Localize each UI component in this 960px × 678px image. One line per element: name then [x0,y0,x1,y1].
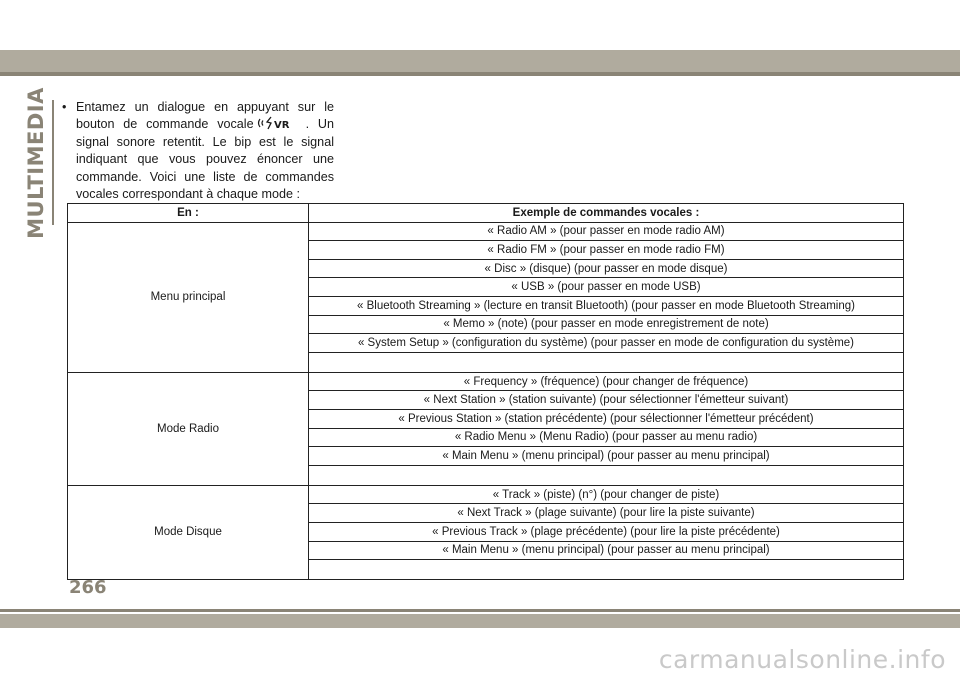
header-band-line [0,72,960,76]
bullet: • [62,100,67,114]
command-cell: « Radio FM » (pour passer en mode radio FM) [309,241,904,260]
mode-cell: Mode Disque [68,485,309,579]
section-tab [22,86,50,239]
svg-text:VR: VR [273,120,290,131]
command-cell: « USB » (pour passer en mode USB) [309,278,904,297]
command-cell: « Memo » (note) (pour passer en mode enregistrement de note) [309,315,904,334]
watermark: carmanualsonline.info [658,645,946,674]
header-commands: Exemple de commandes vocales : [309,204,904,223]
command-cell: « Next Track » (plage suivante) (pour lire la piste suivante) [309,504,904,523]
table-row [68,485,904,504]
header-mode: En : [68,204,309,223]
intro-text [76,99,334,203]
command-cell: « Frequency » (fréquence) (pour changer de fréquence) [309,372,904,391]
empty-command-cell [309,560,904,580]
command-cell: « Previous Track » (plage précédente) (pour lire la piste précédente) [309,522,904,541]
command-cell: « Disc » (disque) (pour passer en mode disque) [309,259,904,278]
command-cell: « Main Menu » (menu principal) (pour passer au menu principal) [309,541,904,560]
mode-cell: Menu principal [68,222,309,372]
header-band [0,50,960,72]
table-header-row [68,204,904,223]
table-row [68,222,904,241]
intro-text-before-icon: Entamez un dialogue en appuyant sur le bouton de commande vocale [76,100,334,132]
empty-command-cell [309,465,904,485]
command-cell: « Previous Station » (station précédente) (pour sélectionner l'émetteur précédent) [309,409,904,428]
command-cell: « Track » (piste) (n°) (pour changer de piste) [309,485,904,504]
command-cell: « Bluetooth Streaming » (lecture en transit Bluetooth) (pour passer en mode Bluetooth Streaming) [309,296,904,315]
voice-command-icon [257,116,303,130]
command-cell: « Radio Menu » (Menu Radio) (pour passer au menu radio) [309,428,904,447]
page-number: 266 [69,577,107,598]
footer-band [0,614,960,628]
section-tab-label: MULTIMEDIA [24,86,49,239]
intro-text-after-icon: . Un signal sonore retentit. Le bip est le signal indiquant que vous pouvez énoncer une commande. Voici une liste de commandes vocales correspondant à chaque mode : [76,117,334,202]
footer-line [0,609,960,612]
command-cell: « System Setup » (configuration du système) (pour passer en mode de configuration du système) [309,334,904,353]
mode-cell: Mode Radio [68,372,309,485]
empty-command-cell [309,352,904,372]
command-cell: « Main Menu » (menu principal) (pour passer au menu principal) [309,447,904,466]
voice-commands-table [67,203,904,580]
command-cell: « Next Station » (station suivante) (pour sélectionner l'émetteur suivant) [309,391,904,410]
table-row [68,372,904,391]
command-cell: « Radio AM » (pour passer en mode radio AM) [309,222,904,241]
intro-paragraph [62,99,334,203]
